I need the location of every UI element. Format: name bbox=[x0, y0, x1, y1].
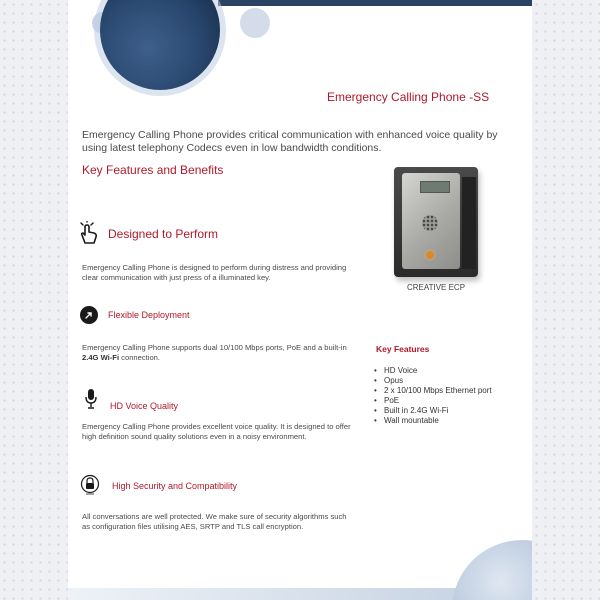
header-band bbox=[218, 0, 532, 6]
list-item: • 2 x 10/100 Mbps Ethernet port bbox=[374, 386, 492, 395]
section-title: HD Voice Quality bbox=[110, 401, 179, 411]
footer-band bbox=[68, 588, 458, 600]
list-item: • PoE bbox=[374, 396, 400, 405]
list-item: • HD Voice bbox=[374, 366, 418, 375]
product-image bbox=[394, 167, 478, 277]
list-item: • Wall mountable bbox=[374, 416, 439, 425]
key-features-title: Key Features bbox=[376, 344, 430, 354]
section-body: All conversations are well protected. We make sure of security algorithms such as configuration files utilising AES, SRTP and TLS call encryption. bbox=[82, 512, 347, 531]
page-title: Emergency Calling Phone -SS bbox=[327, 90, 490, 104]
document-page bbox=[68, 0, 532, 600]
key-features-heading: Key Features and Benefits bbox=[82, 163, 224, 177]
flexible-deployment-icon bbox=[80, 306, 98, 324]
background-dots-right bbox=[532, 0, 600, 600]
decorative-circle bbox=[240, 8, 270, 38]
list-item: • Opus bbox=[374, 376, 404, 385]
microphone-icon bbox=[84, 388, 98, 410]
section-body: Emergency Calling Phone is designed to perform during distress and providing clear communication with just press of a illuminated key. bbox=[82, 263, 347, 282]
decorative-circle bbox=[100, 0, 220, 90]
section-title: High Security and Compatibility bbox=[112, 481, 238, 491]
decorative-circle bbox=[452, 540, 532, 600]
section-title: Designed to Perform bbox=[108, 227, 219, 241]
hand-tap-icon bbox=[78, 221, 100, 245]
device-side-panel bbox=[462, 177, 476, 269]
device-speaker-grille bbox=[422, 215, 438, 231]
key-features-list bbox=[374, 366, 504, 426]
list-item: • Built in 2.4G Wi-Fi bbox=[374, 406, 449, 415]
lock-icon bbox=[80, 474, 100, 496]
section-body: Emergency Calling Phone supports dual 10/100 Mbps ports, PoE and a built-in 2.4G Wi-Fi connection. bbox=[82, 343, 347, 362]
section-title: Flexible Deployment bbox=[108, 310, 190, 320]
background-dots-left bbox=[0, 0, 68, 600]
device-call-button bbox=[426, 251, 434, 259]
section-body: Emergency Calling Phone provides excellent voice quality. It is designed to offer high definition sound quality solutions even in a noisy environment. bbox=[82, 422, 351, 441]
device-faceplate bbox=[402, 173, 460, 269]
product-caption: CREATIVE ECP bbox=[406, 283, 466, 292]
intro-paragraph: Emergency Calling Phone provides critical communication with enhanced voice quality by using latest telephony Codecs even in low bandwidth conditions. bbox=[82, 129, 498, 154]
device-display bbox=[420, 181, 450, 193]
